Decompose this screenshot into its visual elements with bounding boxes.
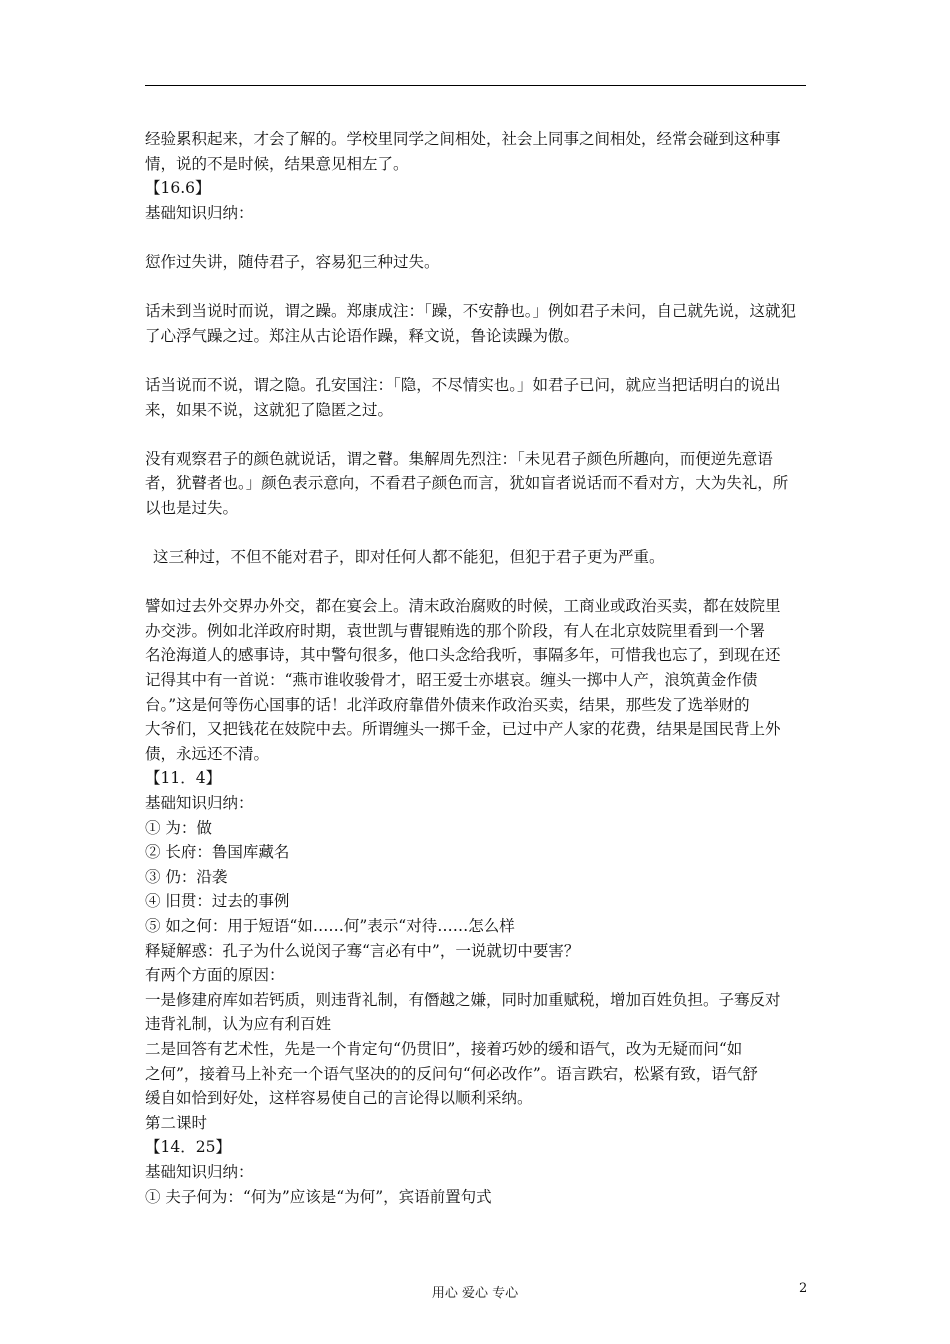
text-line: 话未到当说时而说，谓之躁。郑康成注：「躁，不安静也。」例如君子未问，自己就先说，这就犯	[145, 302, 797, 321]
blank-line	[145, 225, 810, 250]
text-line: 基础知识归纳：	[145, 203, 254, 222]
text-line: ① 为：做	[145, 818, 212, 837]
blank-line	[145, 422, 810, 447]
blank-line	[145, 348, 810, 373]
text-line: 这三种过，不但不能对君子，即对任何人都不能犯，但犯于君子更为严重。	[153, 548, 665, 567]
blank-line	[145, 570, 810, 595]
text-line: 违背礼制，认为应有利百姓	[145, 1015, 332, 1034]
blank-line	[145, 521, 810, 546]
text-line: ③ 仍：沿袭	[145, 867, 228, 886]
text-line: 没有观察君子的颜色就说话，谓之瞽。集解周先烈注：「未见君子颜色所趣向，而便逆先意语	[145, 449, 773, 468]
footer-slogan: 用心 爱心 专心	[431, 1286, 519, 1301]
text-line: 有两个方面的原因：	[145, 966, 285, 985]
text-line: 来，如果不说，这就犯了隐匿之过。	[145, 400, 394, 419]
text-line: 了心浮气躁之过。郑注从古论语作躁，释文说，鲁论读躁为傲。	[145, 326, 580, 345]
text-line: 释疑解惑：孔子为什么说闵子骞“言必有中”，一说就切中要害？	[145, 941, 580, 960]
text-line: ① 夫子何为：“何为”应该是“为何”，宾语前置句式	[145, 1187, 492, 1206]
text-line: 二是回答有艺术性，先是一个肯定句“仍贯旧”，接着巧妙的缓和语气，改为无疑而问“如	[145, 1039, 743, 1058]
page-number: 2	[799, 1281, 808, 1296]
blank-line	[145, 275, 810, 300]
text-line: 【14．25】	[145, 1138, 231, 1157]
text-line: ④ 旧贯：过去的事例	[145, 892, 290, 911]
text-line: 者，犹瞽者也。」颜色表示意向，不看君子颜色而言，犹如盲者说话而不看对方，大为失礼，所	[145, 474, 789, 493]
text-line: 经验累积起来，才会了解的。学校里同学之间相处，社会上同事之间相处，经常会碰到这种事	[145, 130, 781, 148]
text-line: 基础知识归纳：	[145, 794, 254, 813]
text-line: 【16.6】	[145, 179, 211, 198]
text-line: 话当说而不说，谓之隐。孔安国注：「隐，不尽情实也。」如君子已问，就应当把话明白的说出	[145, 375, 781, 394]
header-rule	[145, 85, 806, 86]
text-line: 愆作过失讲，随侍君子，容易犯三种过失。	[145, 252, 440, 271]
text-line: 债，永远还不清。	[145, 744, 270, 763]
text-line: 【11．4】	[145, 769, 222, 788]
text-line: ② 长府：鲁国库藏名	[145, 843, 290, 862]
text-line: 办交涉。例如北洋政府时期，袁世凯与曹锟贿选的那个阶段，有人在北京妓院里看到一个署	[145, 621, 766, 640]
text-line: 大爷们，又把钱花在妓院中去。所谓缠头一掷千金，已过中产人家的花费，结果是国民背上外	[145, 720, 781, 739]
text-line: 基础知识归纳：	[145, 1162, 254, 1181]
text-line: 一是修建府库如若钙质，则违背礼制，有僭越之嫌，同时加重赋税，增加百姓负担。子骞反对	[145, 990, 781, 1009]
text-line: 第二课时	[145, 1113, 208, 1132]
document-body	[145, 127, 810, 1209]
text-line: ⑤ 如之何：用于短语“如……何”表示“对待……怎么样	[145, 917, 515, 935]
text-line: 情，说的不是时候，结果意见相左了。	[145, 154, 409, 173]
text-line: 以也是过失。	[145, 498, 239, 517]
text-line: 台。”这是何等伤心国事的话！北洋政府靠借外债来作政治买卖，结果，那些发了选举财的	[145, 695, 750, 714]
text-line: 譬如过去外交界办外交，都在宴会上。清末政治腐败的时候，工商业或政治买卖，都在妓院里	[145, 597, 781, 616]
text-line: 缓自如恰到好处，这样容易使自己的言论得以顺利采纳。	[145, 1089, 533, 1108]
text-line: 之何”，接着马上补充一个语气坚决的的反问句“何必改作”。语言跌宕，松紧有致，语气舒	[145, 1064, 758, 1083]
text-line: 名沧海道人的感事诗，其中警句很多，他口头念给我听，事隔多年，可惜我也忘了，到现在还	[145, 646, 781, 665]
text-line: 记得其中有一首说：“燕市谁收骏骨才，昭王爱士亦堪哀。缠头一掷中人产，浪筑黄金作债	[145, 671, 758, 690]
